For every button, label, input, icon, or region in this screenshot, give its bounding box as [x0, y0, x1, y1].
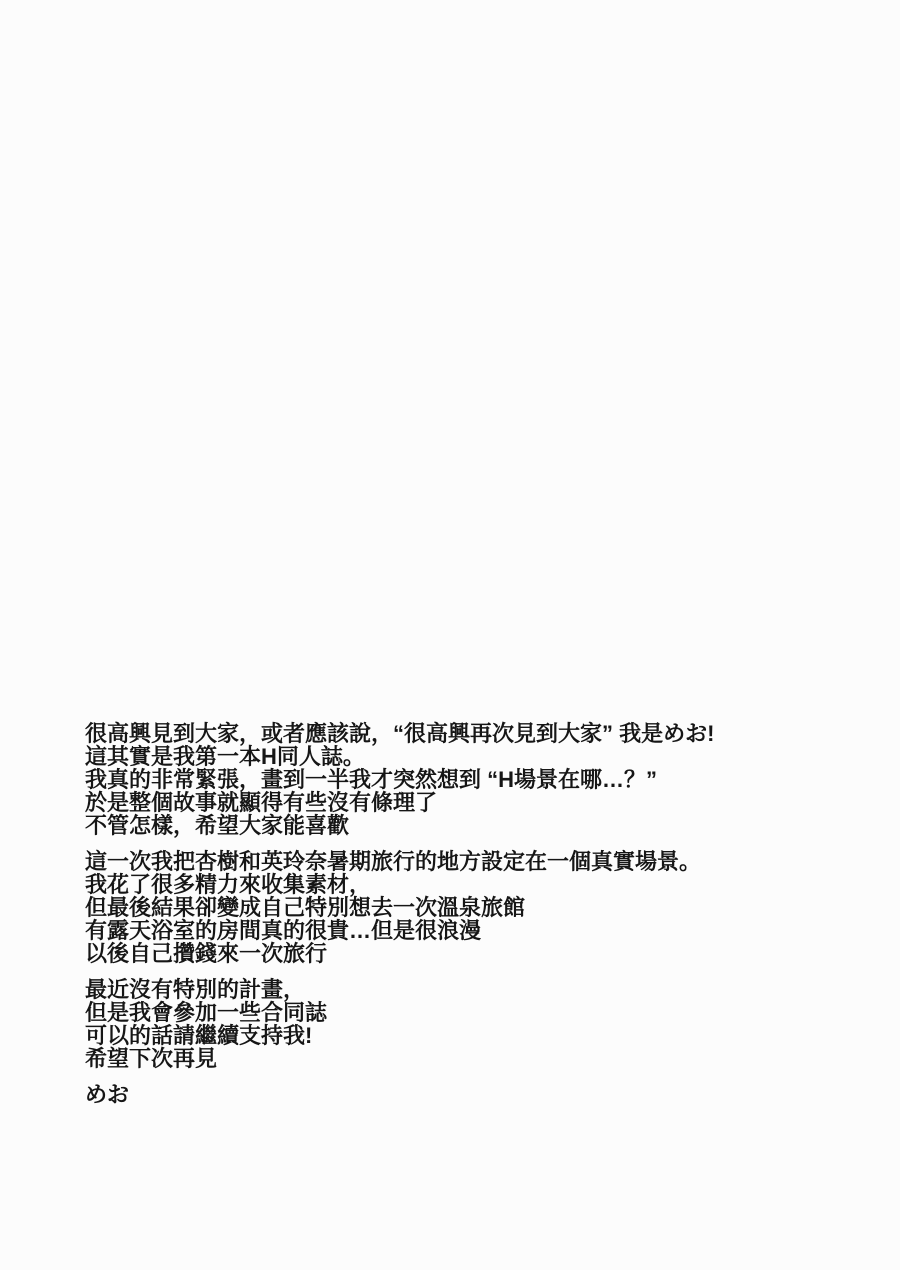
author-signature: めお: [85, 1082, 130, 1107]
text-line: 我花了很多精力來收集素材，: [85, 872, 372, 897]
text-line: 我真的非常緊張，畫到一半我才突然想到 “H場景在哪…？”: [85, 767, 658, 792]
text-line: 這其實是我第一本H同人誌。: [85, 744, 365, 769]
text-line: 但最後結果卻變成自己特別想去一次溫泉旅館: [85, 895, 526, 920]
text-line: 可以的話請繼續支持我!: [85, 1023, 313, 1048]
paragraph: [85, 978, 865, 1070]
text-line: 於是整個故事就顯得有些沒有條理了: [85, 790, 438, 815]
text-line: 不管怎樣，希望大家能喜歡: [85, 813, 350, 838]
text-line: 以後自己攢錢來一次旅行: [85, 941, 328, 966]
text-line: 但是我會參加一些合同誌: [85, 1000, 328, 1025]
text-line: 很高興見到大家，或者應該說，“很高興再次見到大家” 我是めお!: [85, 721, 715, 746]
text-line: 希望下次再見: [85, 1046, 218, 1071]
text-line: 有露天浴室的房間真的很貴…但是很浪漫: [85, 918, 482, 943]
paragraph: [85, 850, 865, 965]
afterword-text-block: [85, 722, 865, 1106]
paragraph: [85, 722, 865, 837]
text-line: 最近沒有特別的計畫，: [85, 977, 306, 1002]
text-line: 這一次我把杏樹和英玲奈暑期旅行的地方設定在一個真實場景。: [85, 849, 702, 874]
